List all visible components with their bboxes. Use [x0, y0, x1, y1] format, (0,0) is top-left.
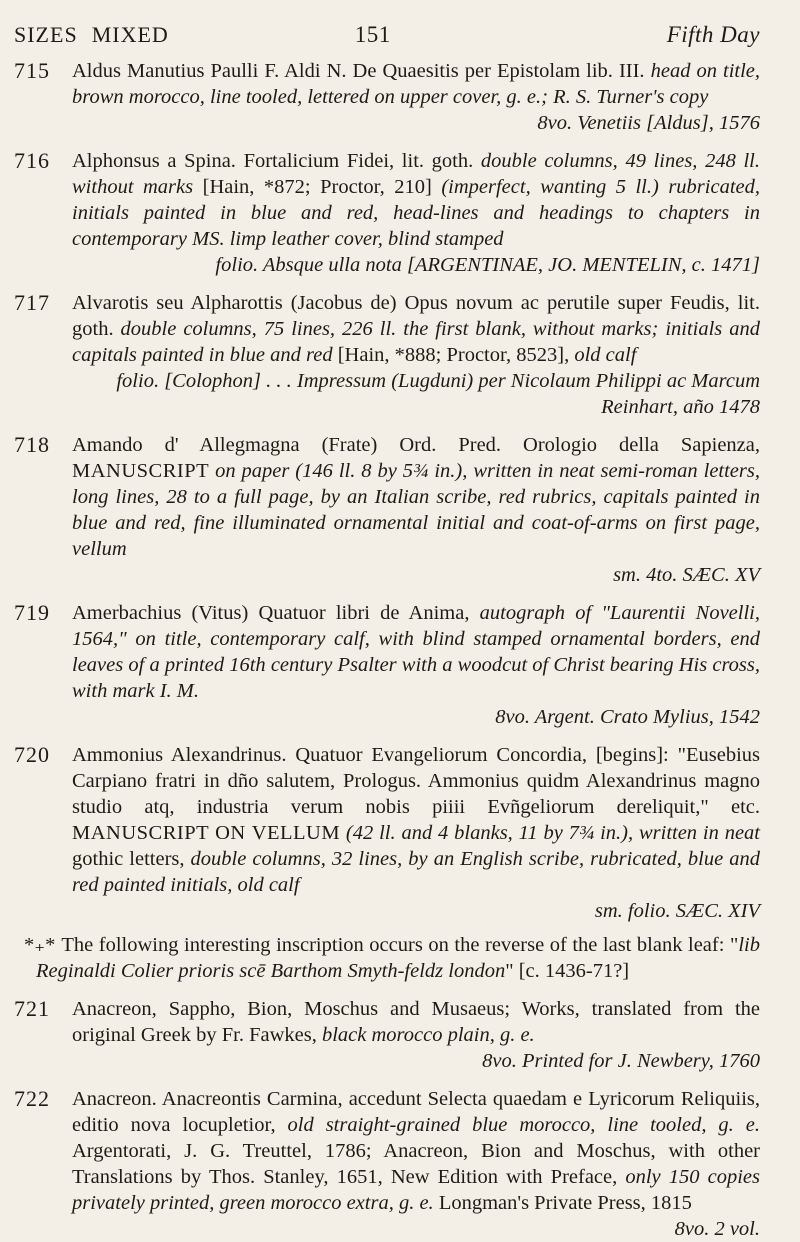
note-text-a: The following interesting inscription occurs on the reverse of the last blank leaf: ": [61, 934, 739, 956]
lot-entry: [14, 432, 760, 588]
lot-text-part: old straight-grained blue morocco, line tooled, g. e.: [287, 1114, 760, 1136]
lot-entry: [14, 148, 760, 278]
lot-text-part: double columns, 32 lines, by an English scribe, rubricated, blue and red painted initials, old calf: [72, 848, 760, 896]
note-text-c: " [c. 1436-71?]: [505, 960, 630, 982]
lot-description: [72, 600, 760, 730]
lot-text-part: double columns, 75 lines, 226 ll. the first blank, without marks; initials and capitals painted in blue and red: [72, 318, 760, 366]
lot-number: 722: [14, 1086, 50, 1111]
header-day: Fifth Day: [666, 22, 760, 47]
lot-text-part: double columns, 49 lines, 248 ll. without marks: [72, 150, 761, 198]
lot-list-continued: [14, 996, 760, 1242]
lot-text-part: [Hain, *888; Proctor, 8523],: [332, 344, 575, 366]
lot-list: [14, 58, 760, 924]
lot-number: 717: [14, 290, 50, 315]
lot-text-part: MANUSCRIPT: [72, 460, 210, 482]
lot-number: 719: [14, 600, 50, 625]
lot-text-part: Aldus Manutius Paulli F. Aldi N. De Quaesitis per Epistolam lib. III.: [72, 60, 651, 82]
lot-text-part: Anacreon, Sappho, Bion, Moschus and Musaeus; Works, translated from the original Greek by Fr. Fawkes,: [72, 998, 760, 1046]
lot-number: 721: [14, 996, 50, 1021]
lot-text-part: Ammonius Alexandrinus. Quatuor Evangeliorum Concordia, [begins]: "Eusebius Carpiano fratri in dño salutem, Prologus. Ammonius quidm Alexandrinus magno studio atq, industria verum nobis piiii Evñgeliorum dereliquit," etc.: [72, 744, 760, 818]
note-inscription: lib Reginaldi Colier prioris scē Barthom Smyth-feldz london: [36, 934, 760, 982]
header-sizes: SIZES: [14, 22, 78, 47]
lot-text-part: Argentorati, J. G. Treuttel, 1786; Anacreon, Bion and Moschus, with other Translations by Thos. Stanley, 1651, New Edition with Preface,: [72, 1140, 760, 1188]
lot-number: 720: [14, 742, 50, 767]
lot-description: [72, 1086, 760, 1242]
lot-text-part: old calf: [574, 344, 637, 366]
lot-entry: [14, 742, 760, 924]
lot-imprint: folio. [Colophon] . . . Impressum (Lugduni) per Nicolaum Philippi ac Marcum Reinhart, año 1478: [116, 370, 760, 418]
lot-text-part: on paper (146 ll. 8 by 5¾ in.), written in neat semi-roman letters, long lines, 28 to a full page, by an Italian scribe, red rubrics, capitals painted in blue and red, fine illuminated ornamental initial and coat-of-arms on first page, vellum: [72, 460, 760, 560]
lot-text-part: [Hain, *872; Proctor, 210]: [193, 176, 442, 198]
lot-description: [72, 432, 760, 588]
lot-text-part: Anacreon. Anacreontis Carmina, accedunt Selecta quaedam e Lyricorum Reliquiis, editio nova locupletior,: [72, 1088, 760, 1136]
lot-number: 718: [14, 432, 50, 457]
lot-text-part: autograph of "Laurentii Novelli, 1564," on title, contemporary calf, with blind stamped ornamental borders, end leaves of a printed 16th century Psalter with a woodcut of Christ bearing His cross, with mark I. M.: [72, 602, 760, 702]
inscription-note: [24, 932, 760, 984]
lot-entry: [14, 1086, 760, 1242]
lot-imprint: folio. Absque ulla nota [ARGENTINAE, JO. MENTELIN, c. 1471]: [215, 254, 760, 276]
lot-description: [72, 290, 760, 420]
header-mixed: MIXED: [91, 22, 169, 47]
note-asterisks: *₊*: [24, 934, 56, 956]
lot-description: [72, 58, 760, 136]
lot-text-part: Amerbachius (Vitus) Quatuor libri de Anima,: [72, 602, 480, 624]
lot-entry: [14, 290, 760, 420]
lot-imprint: 8vo. Venetiis [Aldus], 1576: [537, 112, 760, 134]
lot-text-part: Alvarotis seu Alpharottis (Jacobus de) Opus novum ac perutile super Feudis, lit. goth.: [72, 292, 760, 340]
lot-description: [72, 742, 760, 924]
lot-text-part: black morocco plain, g. e.: [321, 1024, 535, 1046]
lot-number: 716: [14, 148, 50, 173]
lot-description: [72, 996, 760, 1074]
page-number: 151: [354, 22, 391, 47]
lot-text-part: (42 ll. and 4 blanks, 11 by 7¾ in.), written in neat: [340, 822, 760, 844]
lot-entry: [14, 58, 760, 136]
lot-text-part: Alphonsus a Spina. Fortalicium Fidei, lit. goth.: [72, 150, 481, 172]
lot-text-part: Amando d' Allegmagna (Frate) Ord. Pred. Orologio della Sapienza,: [72, 434, 760, 456]
lot-description: [72, 148, 760, 278]
lot-text-part: head on title, brown morocco, line tooled, lettered on upper cover, g. e.; R. S. Turner's copy: [72, 60, 761, 108]
page-header: [14, 22, 760, 48]
lot-text-part: MANUSCRIPT ON VELLUM: [72, 822, 341, 844]
lot-entry: [14, 996, 760, 1074]
lot-imprint: 8vo. Printed for J. Newbery, 1760: [482, 1050, 760, 1072]
lot-imprint: 8vo. 2 vol.: [674, 1218, 760, 1240]
lot-text-part: only 150 copies privately printed, green morocco extra, g. e.: [72, 1166, 760, 1214]
lot-text-part: (imperfect, wanting 5 ll.) rubricated, initials painted in blue and red, head-lines and headings to chapters in contemporary MS. limp leather cover, blind stamped: [72, 176, 760, 250]
lot-number: 715: [14, 58, 50, 83]
lot-imprint: 8vo. Argent. Crato Mylius, 1542: [495, 706, 760, 728]
lot-imprint: sm. 4to. SÆC. XV: [613, 564, 760, 586]
lot-entry: [14, 600, 760, 730]
lot-imprint: sm. folio. SÆC. XIV: [594, 900, 760, 922]
lot-text-part: Longman's Private Press, 1815: [433, 1192, 692, 1214]
lot-text-part: gothic letters,: [72, 848, 191, 870]
